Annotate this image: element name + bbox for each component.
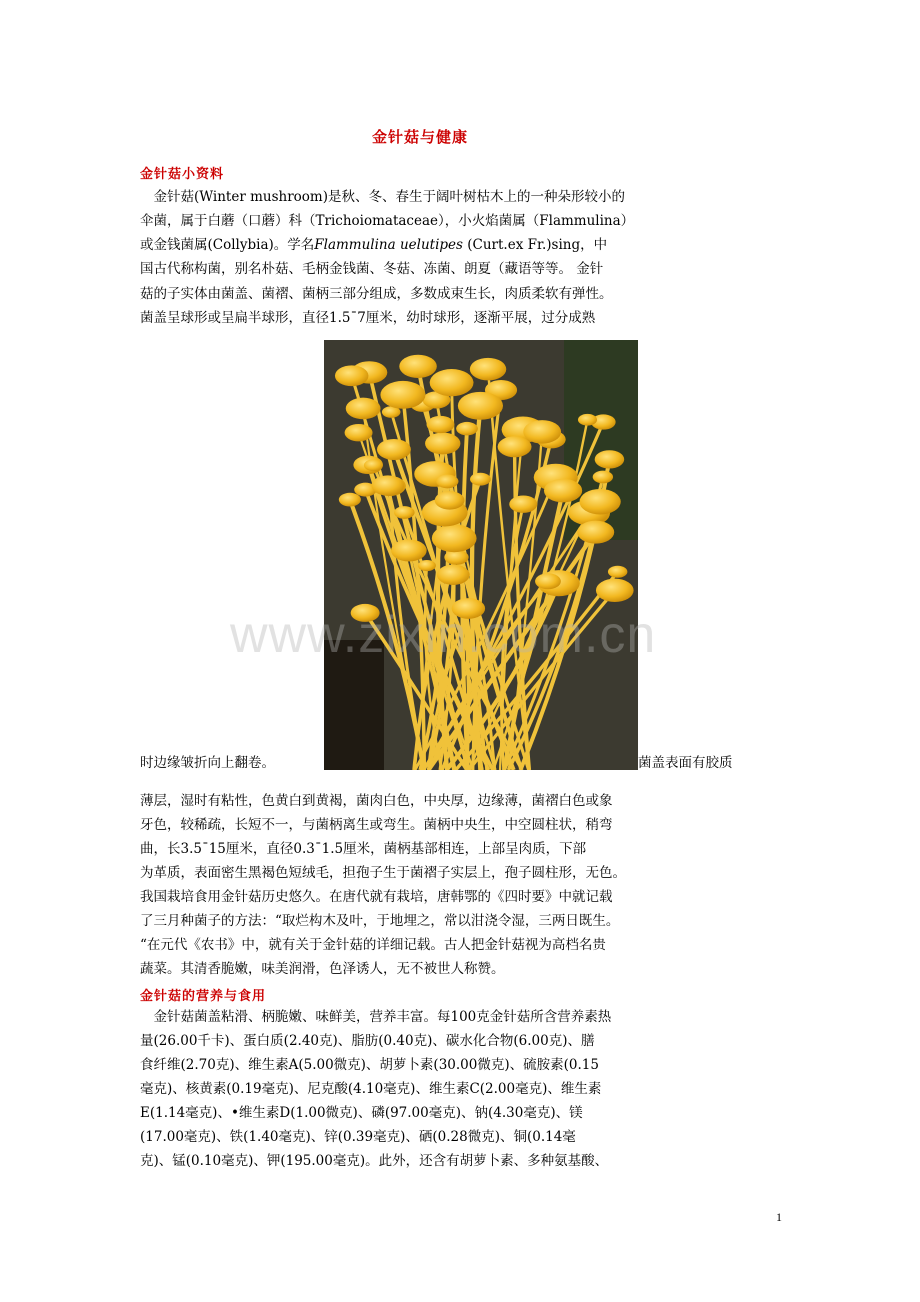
- mushroom-cap: [593, 471, 613, 484]
- paragraph-line: 量(26.00千卡)、蛋白质(2.40克)、脂肪(0.40克)、碳水化合物(6.00克)、膳: [140, 1033, 595, 1049]
- section-heading-info: 金针菇小资料: [140, 167, 225, 182]
- enoki-mushroom-photo: [324, 340, 638, 770]
- scientific-name: Flammulina uelutipes: [314, 237, 463, 253]
- mushroom-cap: [596, 579, 634, 602]
- paragraph-line: 菌盖呈球形或呈扁半球形，直径1.5¯7厘米，幼时球形，逐渐平展，过分成熟: [140, 310, 596, 326]
- paragraph-line: 国古代称构菌，别名朴菇、毛柄金钱菌、冬菇、冻菌、朗夏（藏语等等。 金针: [140, 261, 604, 277]
- mushroom-cap: [427, 416, 455, 433]
- text-run: (Curt.ex Fr.)sing，中: [462, 237, 608, 253]
- paragraph-line: 薄层，湿时有粘性，色黄白到黄褐，菌肉白色，中央厚，边缘薄，菌褶白色或象: [140, 793, 613, 809]
- mushroom-cap: [399, 355, 437, 378]
- mushroom-cap: [432, 524, 477, 552]
- mushroom-cap: [430, 369, 474, 396]
- paragraph-line: 为革质，表面密生黑褐色短绒毛，担孢子生于菌褶子实层上，孢子圆柱形，无色。: [140, 865, 626, 881]
- paragraph-line: 菌盖表面有胶质: [638, 755, 733, 771]
- paragraph-line: 时边缘皱折向上翻卷。: [140, 755, 275, 771]
- mushroom-cap: [435, 491, 465, 509]
- mushroom-cap: [456, 422, 478, 435]
- paragraph-line: 曲，长3.5¯15厘米，直径0.3¯1.5厘米，菌柄基部相连，上部呈肉质，下部: [140, 841, 587, 857]
- mushroom-cap: [372, 475, 405, 495]
- paragraph-line: 金针菇(Winter mushroom)是秋、冬、春生于阔叶树枯木上的一种朵形较小的: [140, 189, 625, 205]
- mushroom-cap: [595, 450, 625, 468]
- mushroom-cap: [436, 474, 458, 488]
- watermark: www.zixin.com.cn: [230, 606, 657, 664]
- mushroom-cap: [339, 493, 361, 507]
- paragraph-line: 毫克)、核黄素(0.19毫克)、尼克酸(4.10毫克)、维生素C(2.00毫克)、维生素: [140, 1081, 602, 1097]
- paragraph-line: 蔬菜。其清香脆嫩，味美润滑，色泽诱人，无不被世人称赞。: [140, 961, 505, 977]
- mushroom-cap: [470, 473, 491, 486]
- paragraph-line: 食纤维(2.70克)、维生素A(5.00微克)、胡萝卜素(30.00微克)、硫胺素(0.15: [140, 1057, 599, 1073]
- section-heading-nutrition: 金针菇的营养与食用: [140, 989, 267, 1004]
- mushroom-cap: [470, 358, 506, 381]
- mushroom-cap: [437, 565, 470, 585]
- text-run: 或金钱菌属(Collybia)。学名: [140, 237, 315, 253]
- mushroom-cap: [346, 398, 381, 420]
- mushroom-cap: [509, 495, 537, 512]
- mushroom-cap: [425, 432, 460, 454]
- mushroom-cap: [544, 479, 582, 503]
- mushroom-cap: [535, 573, 561, 589]
- paragraph-line: “在元代《农书》中，就有关于金针菇的详细记载。古人把金针菇视为高档名贵: [140, 937, 606, 953]
- mushroom-cap: [394, 506, 415, 519]
- mushroom-cap: [577, 521, 614, 544]
- mushroom-cap: [377, 439, 411, 460]
- mushroom-cap: [391, 539, 427, 561]
- page-number: 1: [776, 1210, 782, 1224]
- paragraph-line: 菇的子实体由菌盖、菌褶、菌柄三部分组成，多数成束生长，肉质柔软有弹性。: [140, 286, 613, 302]
- paragraph-line: E(1.14毫克)、•维生素D(1.00微克)、磷(97.00毫克)、钠(4.30毫克)、镁: [140, 1105, 583, 1121]
- mushroom-cap: [523, 420, 561, 443]
- paragraph-line: 伞菌，属于白蘑（口蘑）科（Trichoiomataceae），小火焰菌属（Flammulina）: [140, 213, 635, 229]
- mushroom-cap: [458, 392, 503, 420]
- mushroom-cap: [608, 566, 627, 578]
- paragraph-line: 金针菇菌盖粘滑、柄脆嫩、味鲜美，营养丰富。每100克金针菇所含营养素热: [140, 1009, 612, 1025]
- paragraph-line: 了三月种菌子的方法：“取烂构木及叶，于地埋之，常以泔浇令湿，三两日既生。: [140, 913, 620, 929]
- paragraph-line: 克)、锰(0.10毫克)、钾(195.00毫克)。此外，还含有胡萝卜素、多种氨基酸、: [140, 1153, 609, 1169]
- paragraph-line: [140, 235, 607, 255]
- mushroom-cap: [578, 414, 597, 426]
- mushroom-cap: [418, 560, 436, 571]
- paragraph-line: 我国栽培食用金针菇历史悠久。在唐代就有栽培，唐韩鄂的《四时要》中就记载: [140, 889, 613, 905]
- mushroom-cap: [380, 381, 425, 409]
- paragraph-line: (17.00毫克)、铁(1.40毫克)、锌(0.39毫克)、硒(0.28微克)、铜(0.14毫: [140, 1129, 576, 1145]
- paragraph-line: 牙色，较稀疏，长短不一，与菌柄离生或弯生。菌柄中央生，中空圆柱状，稍弯: [140, 817, 613, 833]
- mushroom-cap: [498, 436, 532, 457]
- mushroom-cap: [345, 424, 373, 441]
- mushroom-cap: [335, 365, 368, 386]
- mushroom-illustration: [324, 340, 638, 770]
- mushroom-cap: [364, 459, 383, 471]
- page-title: 金针菇与健康: [371, 128, 468, 146]
- mushroom-cap: [580, 489, 621, 515]
